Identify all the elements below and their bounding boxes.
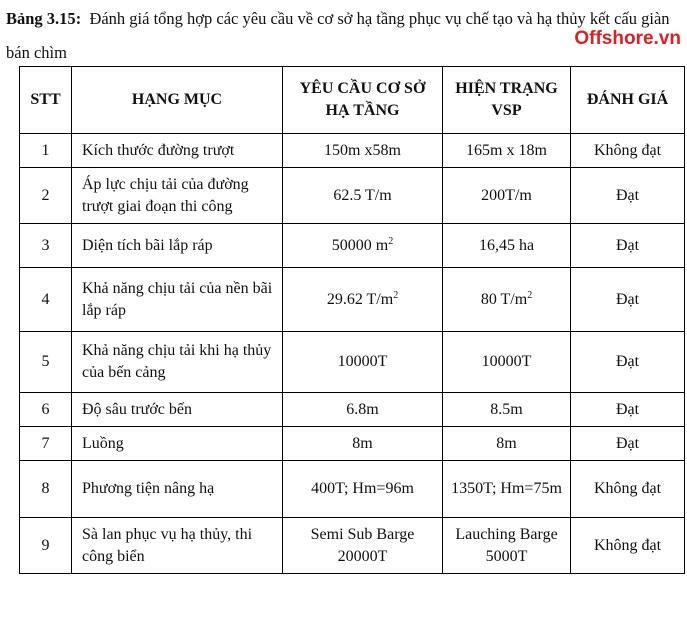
cell-rating: Đạt [571, 332, 685, 393]
cell-current: 165m x 18m [443, 134, 571, 168]
table-row [20, 461, 685, 518]
cell-current [443, 268, 571, 332]
cell-item: Độ sâu trước bến [72, 393, 283, 427]
cell-required: 6.8m [283, 393, 443, 427]
table-row [20, 332, 685, 393]
cell-item: Sà lan phục vụ hạ thủy, thi công biển [72, 518, 283, 574]
table-row [20, 518, 685, 574]
table-row [20, 224, 685, 268]
cell-rating: Không đạt [571, 461, 685, 518]
cell-required: 10000T [283, 332, 443, 393]
table-caption: Bảng 3.15: Đánh giá tổng hợp các yêu cầu về cơ sở hạ tầng phục vụ chế tạo và hạ thủy kết cấu giàn bán chìm [6, 9, 670, 62]
unit-superscript: 2 [527, 289, 533, 301]
cell-rating: Đạt [571, 224, 685, 268]
cell-current: 1350T; Hm=75m [443, 461, 571, 518]
cell-item: Kích thước đường trượt [72, 134, 283, 168]
cell-current: 16,45 ha [443, 224, 571, 268]
unit-superscript: 2 [393, 289, 399, 301]
cell-required [283, 224, 443, 268]
cell-rating: Đạt [571, 393, 685, 427]
table-row [20, 393, 685, 427]
cell-rating: Không đạt [571, 134, 685, 168]
cell-rating: Đạt [571, 268, 685, 332]
cell-item: Khả năng chịu tải khi hạ thủy của bến cảng [72, 332, 283, 393]
header-current: HIỆN TRẠNG VSP [443, 67, 571, 134]
cell-rating: Đạt [571, 427, 685, 461]
cell-required: 400T; Hm=96m [283, 461, 443, 518]
cell-stt: 4 [20, 268, 72, 332]
cell-stt: 7 [20, 427, 72, 461]
table-header-row [20, 67, 685, 134]
table-row [20, 427, 685, 461]
cell-stt: 1 [20, 134, 72, 168]
cell-current-value: 80 T/m [480, 290, 528, 308]
cell-stt: 5 [20, 332, 72, 393]
cell-stt: 3 [20, 224, 72, 268]
caption-label: Bảng 3.15 [6, 9, 76, 28]
cell-required-value: 29.62 T/m [326, 290, 394, 308]
cell-stt: 8 [20, 461, 72, 518]
cell-required: 8m [283, 427, 443, 461]
cell-stt: 9 [20, 518, 72, 574]
cell-required [283, 268, 443, 332]
cell-item: Khả năng chịu tải của nền bãi lắp ráp [72, 268, 283, 332]
cell-rating: Không đạt [571, 518, 685, 574]
cell-required-value: 50000 m [331, 236, 389, 254]
cell-item: Luồng [72, 427, 283, 461]
table-row [20, 268, 685, 332]
cell-stt: 6 [20, 393, 72, 427]
cell-item: Phương tiện nâng hạ [72, 461, 283, 518]
infrastructure-table [19, 66, 685, 574]
table-row [20, 134, 685, 168]
header-item: HẠNG MỤC [72, 67, 283, 134]
header-stt: STT [20, 67, 72, 134]
caption-text: Đánh giá tổng hợp các yêu cầu về cơ sở hạ tầng phục vụ chế tạo và hạ thủy kết cấu giàn bán chìm [6, 9, 670, 62]
cell-current: 8.5m [443, 393, 571, 427]
cell-current: 200T/m [443, 168, 571, 224]
cell-current: Lauching Barge 5000T [443, 518, 571, 574]
cell-required: 150m x58m [283, 134, 443, 168]
cell-required: Semi Sub Barge 20000T [283, 518, 443, 574]
cell-item: Áp lực chịu tải của đường trượt giai đoạn thi công [72, 168, 283, 224]
cell-item: Diện tích bãi lắp ráp [72, 224, 283, 268]
cell-required: 62.5 T/m [283, 168, 443, 224]
cell-current: 8m [443, 427, 571, 461]
table-row [20, 168, 685, 224]
cell-stt: 2 [20, 168, 72, 224]
header-required: YÊU CẦU CƠ SỞ HẠ TẦNG [283, 67, 443, 134]
cell-current: 10000T [443, 332, 571, 393]
header-rating: ĐÁNH GIÁ [571, 67, 685, 134]
unit-superscript: 2 [388, 235, 394, 247]
watermark-logo: Offshore.vn [574, 28, 681, 49]
cell-rating: Đạt [571, 168, 685, 224]
